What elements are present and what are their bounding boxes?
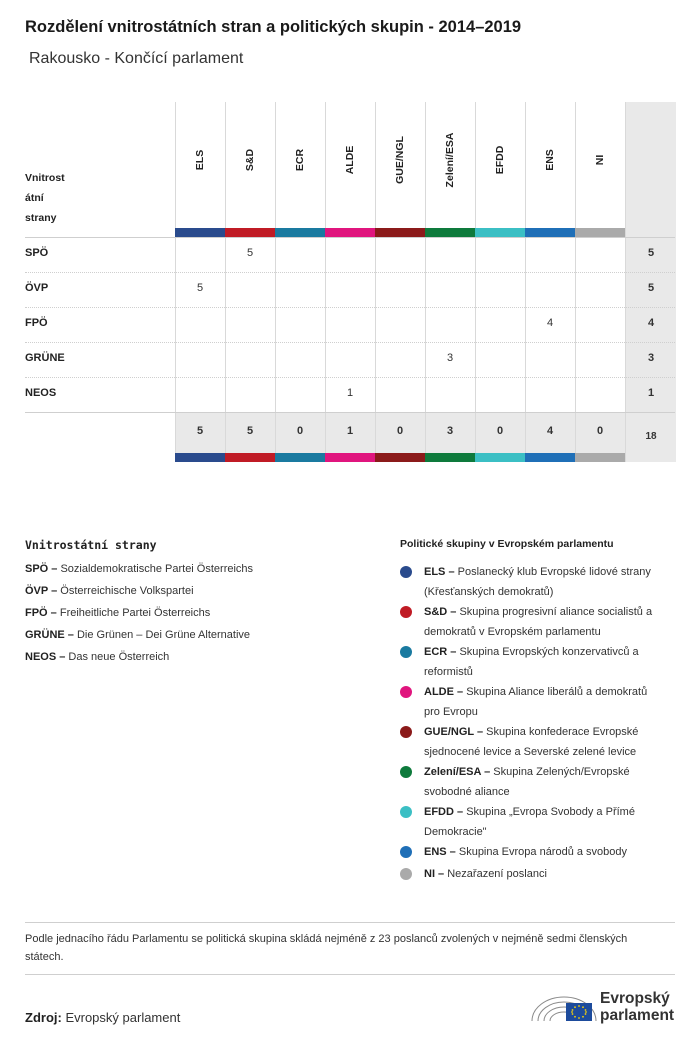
group-legend-text (424, 864, 680, 884)
group-total: 5 (196, 425, 204, 437)
group-header-label: EFDD (494, 145, 506, 175)
group-legend-desc: Skupina Zelených/Evropské (493, 766, 630, 778)
party-legend-sep: – (47, 607, 60, 619)
group-legend-abbr: EFDD (424, 806, 454, 818)
group-color-dot-icon (400, 806, 412, 818)
group-total: 5 (246, 425, 254, 437)
group-header-ALDE (325, 102, 375, 220)
group-legend-abbr: ENS (424, 846, 447, 858)
group-legend-desc: Skupina Aliance liberálů a demokratů (466, 686, 648, 698)
party-legend-item (25, 629, 253, 651)
group-legend-desc: Poslanecký klub Evropské lidové strany (457, 566, 651, 578)
group-legend-abbr: GUE/NGL (424, 726, 474, 738)
group-legend-desc: svobodné aliance (424, 786, 510, 798)
group-legend-sep: – (446, 846, 459, 858)
group-legend-sep: – (447, 606, 460, 618)
group-color-bar-bottom (425, 453, 475, 462)
group-header-label: NI (594, 154, 606, 166)
group-color-bar-bottom (175, 453, 225, 462)
seat-cell: 5 (196, 282, 204, 294)
group-color-dot-icon (400, 646, 412, 658)
group-header-label: ECR (294, 148, 306, 172)
group-header-label: GUE/NGL (394, 136, 406, 184)
group-color-dot-icon (400, 846, 412, 858)
totals-divider (25, 412, 675, 413)
group-total: 0 (596, 425, 604, 437)
group-color-bar-top (175, 228, 225, 237)
group-header-GUE/NGL (375, 102, 425, 220)
group-color-bar-bottom (575, 453, 625, 462)
group-color-bar-top (325, 228, 375, 237)
logo-line1: Evropský (600, 990, 670, 1007)
group-legend-text (424, 602, 680, 642)
group-total: 1 (346, 425, 354, 437)
group-color-bar-bottom (525, 453, 575, 462)
seat-cell: 3 (446, 352, 454, 364)
group-legend-desc: Skupina progresivní aliance socialistů a (459, 606, 653, 618)
group-legend-desc: Nezařazení poslanci (447, 868, 547, 880)
group-legend-abbr: ALDE (424, 686, 454, 698)
group-legend-text (424, 722, 680, 762)
group-legend-abbr: Zelení/ESA (424, 766, 482, 778)
group-legend-text (424, 562, 680, 602)
group-total: 4 (546, 425, 554, 437)
page-subtitle: Rakousko - Končící parlament (29, 50, 244, 67)
group-total: 3 (446, 425, 454, 437)
party-seat-total: 5 (647, 247, 655, 259)
row-divider (25, 272, 675, 273)
group-header-ELS (175, 102, 225, 220)
group-legend-abbr: S&D (424, 606, 448, 618)
grand-total-seats: 18 (645, 431, 657, 442)
party-row-label: GRÜNE (25, 352, 65, 364)
group-color-dot-icon (400, 766, 412, 778)
group-color-bar-top (575, 228, 625, 237)
party-legend-abbr: ÖVP (25, 585, 49, 597)
group-legend-abbr: NI (424, 868, 435, 880)
group-legend-desc: Demokracie" (424, 826, 487, 838)
group-color-bar-bottom (375, 453, 425, 462)
row-divider (25, 377, 675, 378)
party-legend-sep: – (48, 563, 61, 575)
seat-cell: 1 (346, 387, 354, 399)
source-value: Evropský parlament (65, 1010, 181, 1025)
group-header-NI (575, 102, 625, 220)
row-header-line: Vnitrost (25, 172, 65, 184)
group-legend-text (424, 762, 680, 802)
party-legend-abbr: NEOS (25, 651, 57, 663)
group-legend-sep: – (473, 726, 487, 738)
group-total: 0 (496, 425, 504, 437)
party-seat-total: 3 (647, 352, 655, 364)
party-legend (25, 563, 253, 673)
party-row-label: FPÖ (25, 317, 48, 329)
group-color-dot-icon (400, 868, 412, 880)
group-color-dot-icon (400, 686, 412, 698)
group-legend-sep: – (445, 566, 458, 578)
seat-cell: 4 (546, 317, 554, 329)
parliament-logo-text (600, 990, 674, 1024)
party-legend-title: Vnitrostátní strany (25, 538, 157, 552)
group-legend-sep: – (447, 646, 460, 658)
group-legend-text (424, 682, 680, 722)
group-header-label: Zelení/ESA (444, 132, 456, 188)
group-legend-sep: – (453, 806, 467, 818)
group-legend-text (424, 802, 680, 842)
group-color-bar-bottom (325, 453, 375, 462)
party-legend-item (25, 563, 253, 585)
group-legend-desc: Skupina konfederace Evropské (486, 726, 639, 738)
group-legend-desc: Skupina „Evropa Svobody a Přímé (466, 806, 635, 818)
group-legend-desc: demokratů v Evropském parlamentu (424, 626, 601, 638)
party-legend-name: Das neue Österreich (68, 651, 170, 663)
group-total: 0 (296, 425, 304, 437)
note-separator-bottom (25, 974, 675, 975)
group-header-label: ENS (544, 149, 556, 171)
group-header-ENS (525, 102, 575, 220)
group-header-Zelení/ESA (425, 102, 475, 220)
party-legend-item (25, 607, 253, 629)
group-legend-desc: reformistů (424, 666, 473, 678)
group-header-S&D (225, 102, 275, 220)
group-color-bar-top (275, 228, 325, 237)
note-separator-top (25, 922, 675, 923)
group-header-ECR (275, 102, 325, 220)
party-legend-item (25, 585, 253, 607)
logo-line2: parlament (600, 1007, 675, 1024)
group-legend-desc: sjednocené levice a Severské zelené levice (424, 746, 637, 758)
group-color-dot-icon (400, 726, 412, 738)
row-header-line: átní (25, 192, 44, 204)
group-color-bar-top (475, 228, 525, 237)
group-legend-sep: – (435, 868, 448, 880)
group-color-dot-icon (400, 566, 412, 578)
group-color-bar-bottom (225, 453, 275, 462)
group-color-bar-bottom (275, 453, 325, 462)
group-color-bar-bottom (475, 453, 525, 462)
group-legend-sep: – (481, 766, 494, 778)
party-legend-sep: – (48, 585, 61, 597)
party-row-label: NEOS (25, 387, 57, 399)
row-header (25, 168, 65, 228)
group-legend-desc: Skupina Evropských konzervativců a (459, 646, 639, 658)
source (25, 1010, 180, 1025)
page-title: Rozdělení vnitrostátních stran a politických skupin - 2014–2019 (25, 18, 522, 36)
group-color-bar-top (425, 228, 475, 237)
header-divider (25, 237, 675, 238)
group-total: 0 (396, 425, 404, 437)
source-label: Zdroj: (25, 1010, 62, 1025)
footnote: Podle jednacího řádu Parlamentu se politická skupina skládá nejméně z 23 poslanců zvolených v nejméně sedmi členských státech. (25, 933, 628, 963)
party-legend-name: Freiheitliche Partei Österreichs (59, 607, 211, 619)
party-seat-total: 4 (647, 317, 655, 329)
group-color-dot-icon (400, 606, 412, 618)
party-legend-abbr: GRÜNE (25, 629, 65, 641)
group-legend-text (424, 642, 680, 682)
group-header-EFDD (475, 102, 525, 220)
group-color-bar-top (375, 228, 425, 237)
party-seat-total: 1 (647, 387, 655, 399)
party-legend-name: Sozialdemokratische Partei Österreichs (60, 563, 254, 575)
party-seat-total: 5 (647, 282, 655, 294)
group-legend-desc: Skupina Evropa národů a svobody (458, 846, 628, 858)
group-header-label: ELS (194, 149, 206, 171)
seat-table (0, 0, 700, 480)
group-legend-desc: (Křesťanských demokratů) (424, 586, 554, 598)
party-legend-sep: – (64, 629, 77, 641)
group-legend-text (424, 842, 680, 862)
group-legend-abbr: ELS (424, 566, 446, 578)
party-row-label: ÖVP (25, 282, 49, 294)
group-color-bar-top (225, 228, 275, 237)
row-divider (25, 342, 675, 343)
party-row-label: SPÖ (25, 247, 49, 259)
group-header-label: ALDE (344, 145, 356, 175)
group-legend-title: Politické skupiny v Evropském parlamentu (400, 538, 614, 550)
row-divider (25, 307, 675, 308)
party-legend-sep: – (56, 651, 69, 663)
group-header-label: S&D (244, 148, 256, 172)
party-legend-item (25, 651, 253, 673)
group-legend-sep: – (453, 686, 467, 698)
group-legend-desc: pro Evropu (424, 706, 478, 718)
party-legend-name: Die Grünen – Dei Grüne Alternative (76, 629, 251, 641)
party-legend-abbr: SPÖ (25, 563, 49, 575)
party-legend-name: Österreichische Volkspartei (60, 585, 194, 597)
party-legend-abbr: FPÖ (25, 607, 48, 619)
row-header-line: strany (25, 212, 57, 224)
seat-cell: 5 (246, 247, 254, 259)
group-legend-abbr: ECR (424, 646, 448, 658)
group-color-bar-top (525, 228, 575, 237)
